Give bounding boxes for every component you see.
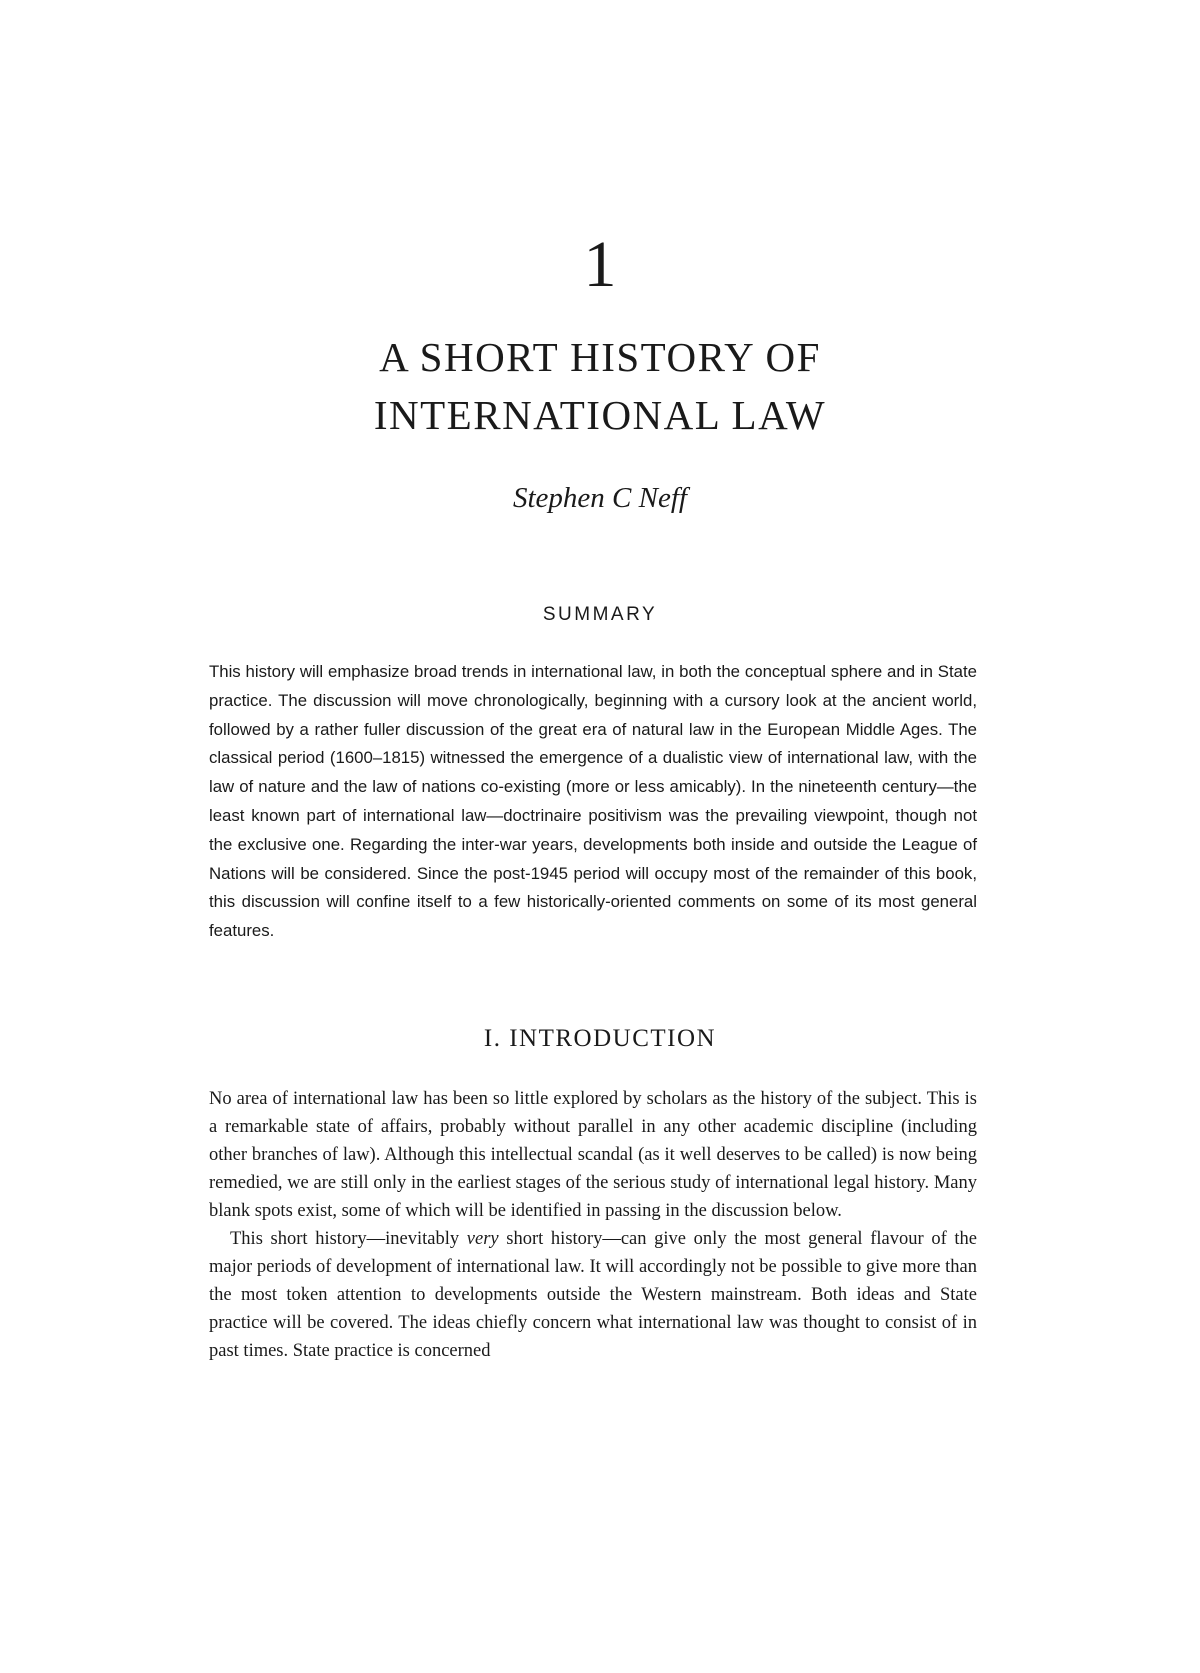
chapter-title-line-1: A SHORT HISTORY OF: [379, 334, 821, 380]
introduction-paragraph-1: No area of international law has been so little explored by scholars as the history of the subject. This is a remarkable state of affairs, probably without parallel in any other academic discipline (including other branches of law). Although this intellectual scandal (as it well deserves to be called) is now being remedied, we are still only in the earliest stages of the serious study of international legal history. Many blank spots exist, some of which will be identified in passing in the discussion below.: [209, 1089, 977, 1221]
chapter-number: 1: [583, 228, 617, 301]
summary-heading: SUMMARY: [542, 604, 658, 625]
paragraph-2-text-end: short history—can give only the most general flavour of the major periods of development of international law. It will accordingly not be possible to give more than the most token attention to developments outside the Western mainstream. Both ideas and State practice will be covered. The ideas chiefly concern what international law was thought to consist of in past times. State practice is concerned: [209, 1229, 977, 1361]
chapter-author: Stephen C Neff: [513, 482, 687, 514]
summary-text: This history will emphasize broad trends in international law, in both the conceptual sphere and in State practice. The discussion will move chronologically, beginning with a cursory look at the ancient world, followed by a rather fuller discussion of the great era of natural law in the European Middle Ages. The classical period (1600–1815) witnessed the emergence of a dualistic view of international law, with the law of nature and the law of nations co-existing (more or less amicably). In the nineteenth century—the least known part of international law—doctrinaire positivism was the prevailing viewpoint, though not the exclusive one. Regarding the inter-war years, developments both inside and outside the League of Nations will be considered. Since the post-1945 period will occupy most of the remainder of this book, this discussion will confine itself to a few historically-oriented comments on some of its most general features.: [209, 662, 977, 941]
introduction-heading: I. INTRODUCTION: [483, 1025, 717, 1052]
introduction-paragraph-2: [209, 1225, 977, 1365]
chapter-title-line-2: INTERNATIONAL LAW: [373, 392, 827, 438]
introduction-body: [209, 1085, 977, 1365]
paragraph-2-text-start: This short history—inevitably: [230, 1229, 467, 1249]
chapter-title: [0, 328, 1200, 444]
paragraph-2-emphasis: very: [466, 1229, 499, 1249]
